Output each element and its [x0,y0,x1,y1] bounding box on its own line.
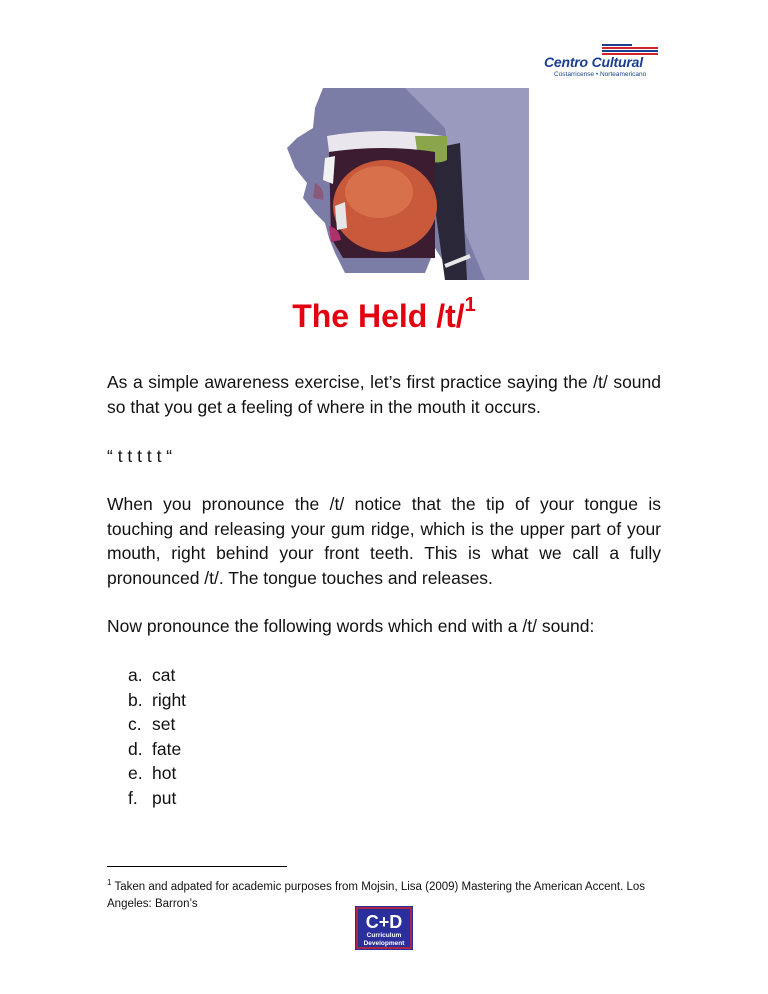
footnote-text: Taken and adpated for academic purposes from Mojsin, Lisa (2009) Mastering the American Accent. Los Angeles: Barron’s [107,880,646,910]
list-marker: f. [128,787,138,808]
logo-brand-text: Centro Cultural [544,54,643,70]
list-marker: b. [128,689,143,710]
page-title [0,294,768,335]
cd-logo-line1: Curriculum [366,932,402,939]
title-text: The Held /t/ [292,298,465,334]
list-item [128,663,186,688]
cd-logo-letters: C+D [365,912,403,932]
word-list [128,663,186,810]
footnote-separator [107,866,287,867]
intro-paragraph: As a simple awareness exercise, let’s first practice saying the /t/ sound so that you get a feeling of where in the mouth it occurs. [107,372,661,417]
logo-tagline: Costarricense • Norteamericano [554,71,647,78]
curriculum-development-logo [355,906,413,950]
list-word: fate [152,738,182,759]
list-item [128,712,186,737]
list-word: put [152,787,177,808]
list-item [128,737,186,762]
list-word: set [152,714,176,734]
explanation-paragraph: When you pronounce the /t/ notice that the tip of your tongue is touching and releasing your gum ridge, which is the upper part of your mouth, right behind your front teeth. This is what we call a fully pronounced /t/. The tongue touches and releases. [107,494,661,588]
list-word: hot [152,763,177,783]
list-item [128,786,186,811]
list-marker: a. [128,665,143,685]
list-marker: d. [128,738,143,759]
list-marker: c. [128,714,142,734]
centro-cultural-logo [540,42,665,82]
title-footnote-marker: 1 [464,294,476,317]
list-item [128,761,186,786]
mouth-cross-section-illustration [285,88,529,280]
t-sound-sample: “ t t t t t “ [107,446,173,466]
footnote-number: 1 [107,878,112,887]
list-item [128,688,186,713]
list-word: cat [152,665,176,685]
instruction-paragraph: Now pronounce the following words which end with a /t/ sound: [107,616,595,636]
list-word: right [152,689,187,710]
cd-logo-line2: Development [363,940,405,947]
list-marker: e. [128,763,143,783]
